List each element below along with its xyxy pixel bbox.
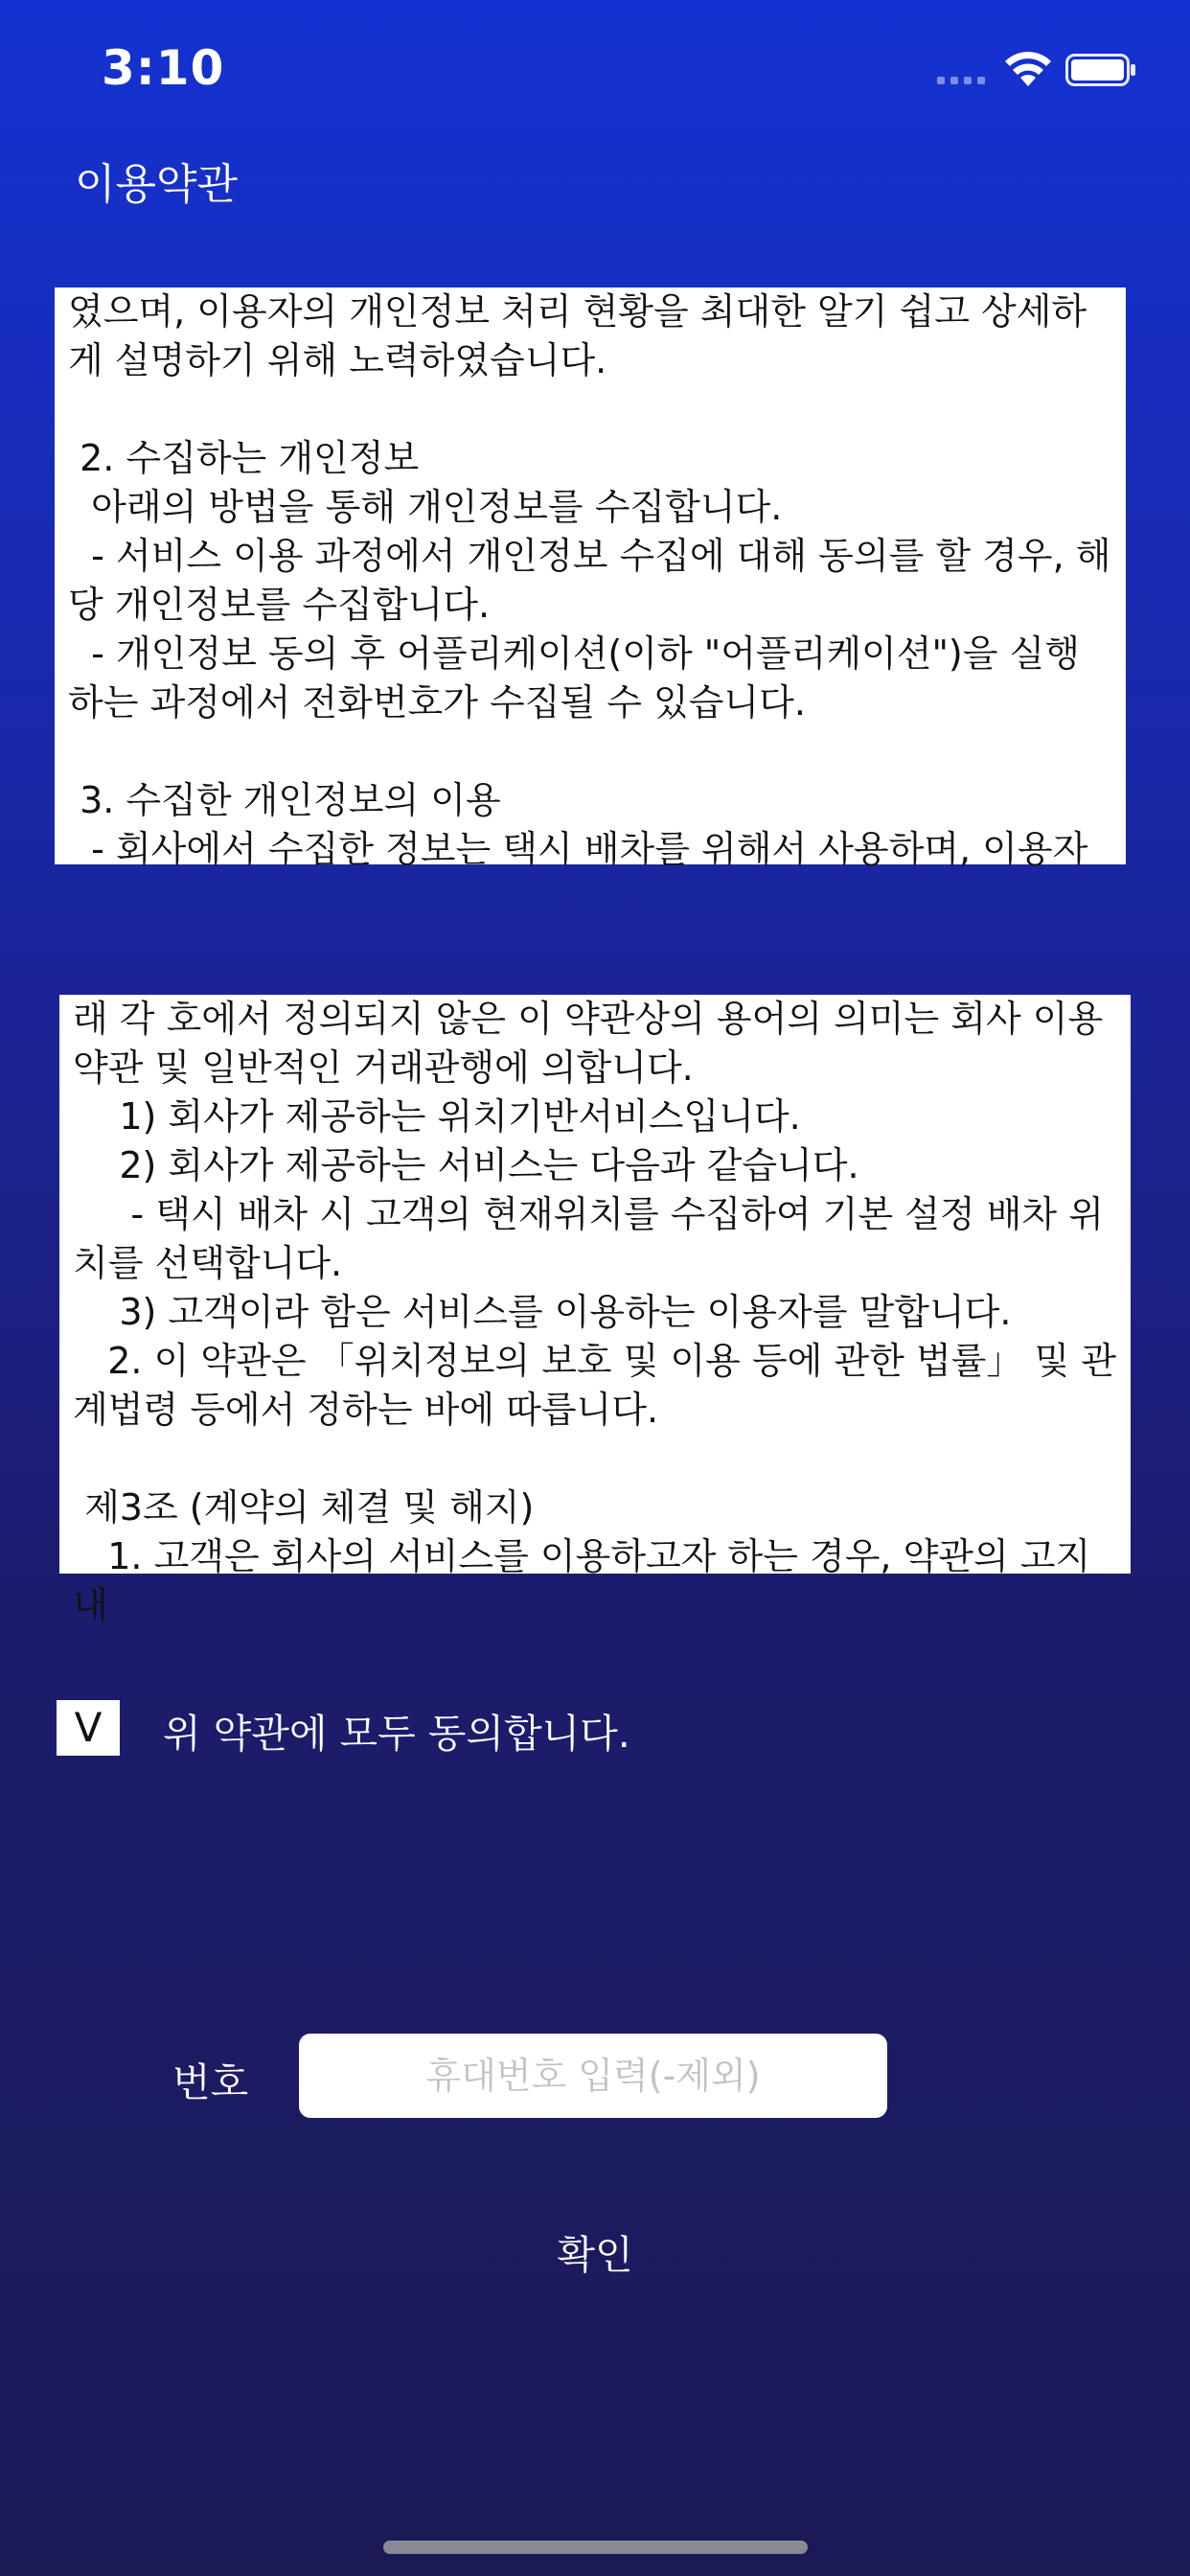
cellular-signal-icon (937, 77, 985, 84)
status-time: 3:10 (102, 40, 225, 96)
agree-all-label[interactable]: 위 약관에 모두 동의합니다. (163, 1711, 630, 1757)
home-indicator (383, 2541, 808, 2554)
battery-icon (1065, 54, 1136, 86)
page-title: 이용약관 (75, 160, 239, 209)
wifi-icon (1002, 48, 1054, 88)
confirm-button[interactable]: 확인 (499, 2223, 691, 2277)
location-terms-text: 래 각 호에서 정의되지 않은 이 약관상의 용어의 의미는 회사 이용약관 및 일반적인 거래관행에 의합니다. 1) 회사가 제공하는 위치기반서비스입니다. 2) 회사가 제공하는 서비스는 다음과 같습니다. - 택시 배차 시 고객의 현재위치를 수집하여 기본 설정 배차 위치를 선택합니다. 3) 고객이라 함은 서비스를 이용하는 이용자를 말합니다. 2. 이 약관은 「위치정보의 보호 및 이용 등에 관한 법률」 및 관계법령 등에서 정하는 바에 따릅니다. 제3조 (계약의 체결 및 해지) 1. 고객은 회사의 서비스를 이용하고자 하는 경우, 약관의 고지 내 (73, 998, 1116, 1626)
phone-number-input[interactable] (299, 2034, 887, 2118)
agree-all-checkbox[interactable]: V (57, 1700, 120, 1756)
privacy-terms-text: 였으며, 이용자의 개인정보 처리 현황을 최대한 알기 쉽고 상세하게 설명하기 위해 노력하였습니다. 2. 수집하는 개인정보 아래의 방법을 통해 개인정보를 수집합니다. - 서비스 이용 과정에서 개인정보 수집에 대해 동의를 할 경우, 해당 개인정보를 수집합니다. - 개인정보 동의 후 어플리케이션(이하 "어플리케이션")을 실행하는 과정에서 전화번호가 수집될 수 있습니다. 3. 수집한 개인정보의 이용 - 회사에서 수집한 정보는 택시 배차를 위해서 사용하며, 이용자 (68, 290, 1111, 870)
location-terms-scroll[interactable] (59, 995, 1131, 1626)
privacy-terms-scroll[interactable] (55, 288, 1126, 870)
phone-label: 번호 (172, 2059, 249, 2105)
